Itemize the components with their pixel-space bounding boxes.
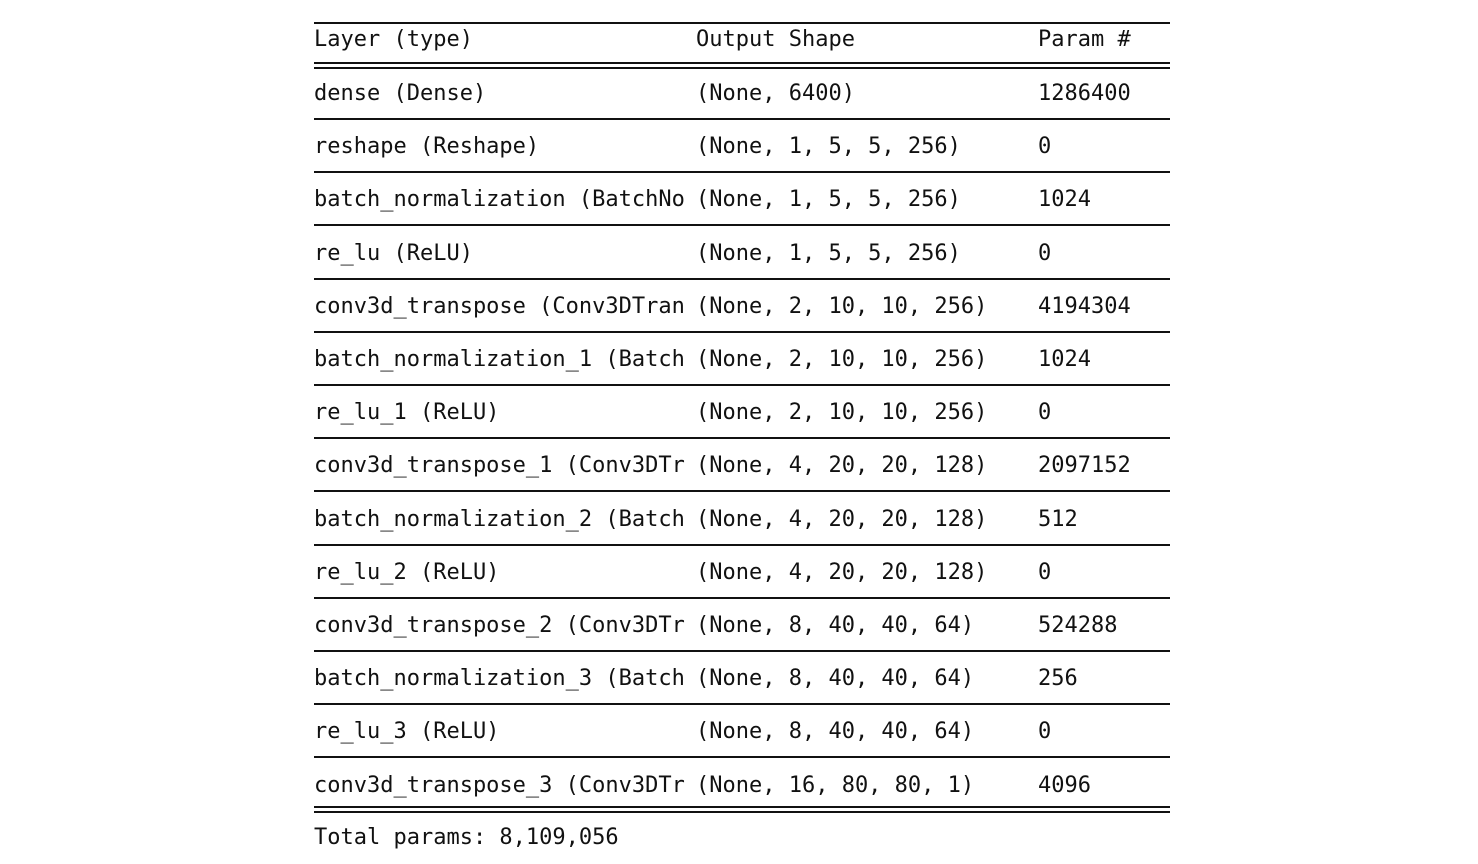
table-row	[314, 280, 1170, 333]
table-row	[314, 120, 1170, 173]
layer-name-cell: conv3d_transpose_2 (Conv3DTr	[314, 613, 685, 638]
output-shape-cell: (None, 2, 10, 10, 256)	[696, 400, 988, 426]
param-count-cell: 512	[1038, 506, 1078, 532]
table-row	[314, 67, 1170, 120]
param-count-cell: 0	[1038, 134, 1052, 160]
table-row	[314, 173, 1170, 226]
output-shape-cell: (None, 4, 20, 20, 128)	[696, 506, 988, 532]
output-shape-cell: (None, 1, 5, 5, 256)	[696, 240, 961, 266]
param-count-cell: 0	[1038, 559, 1052, 585]
table-row	[314, 759, 1170, 812]
param-count-cell: 2097152	[1038, 453, 1131, 479]
layer-name-cell: batch_normalization (BatchNo	[314, 187, 685, 213]
header-layer-type: Layer (type)	[314, 27, 473, 52]
layer-name-cell: batch_normalization_2 (Batch	[314, 506, 685, 532]
layer-name-cell: batch_normalization_3 (Batch	[314, 666, 685, 692]
layer-name-cell: re_lu_2 (ReLU)	[314, 559, 500, 585]
table-row	[314, 333, 1170, 386]
param-count-cell: 524288	[1038, 613, 1118, 638]
header-output-shape: Output Shape	[696, 27, 855, 52]
footer-double-rule	[314, 806, 1170, 813]
output-shape-cell: (None, 8, 40, 40, 64)	[696, 666, 975, 692]
output-shape-cell: (None, 1, 5, 5, 256)	[696, 134, 961, 160]
output-shape-cell: (None, 8, 40, 40, 64)	[696, 719, 975, 745]
layer-name-cell: re_lu (ReLU)	[314, 240, 473, 266]
param-count-cell: 0	[1038, 240, 1052, 266]
param-count-cell: 4194304	[1038, 293, 1131, 319]
table-row	[314, 439, 1170, 492]
table-row	[314, 599, 1170, 652]
param-count-cell: 1024	[1038, 187, 1091, 213]
param-count-cell: 0	[1038, 719, 1052, 745]
layer-name-cell: re_lu_1 (ReLU)	[314, 400, 500, 426]
output-shape-cell: (None, 2, 10, 10, 256)	[696, 347, 988, 372]
table-row	[314, 652, 1170, 705]
output-shape-cell: (None, 4, 20, 20, 128)	[696, 559, 988, 585]
layer-name-cell: dense (Dense)	[314, 81, 487, 106]
layer-name-cell: batch_normalization_1 (Batch	[314, 347, 685, 372]
layer-name-cell: conv3d_transpose (Conv3DTran	[314, 293, 685, 319]
param-count-cell: 256	[1038, 666, 1078, 692]
layer-name-cell: reshape (Reshape)	[314, 134, 540, 160]
param-count-cell: 4096	[1038, 772, 1091, 798]
layer-name-cell: conv3d_transpose_3 (Conv3DTr	[314, 772, 685, 798]
param-count-cell: 0	[1038, 400, 1052, 426]
table-row	[314, 386, 1170, 439]
output-shape-cell: (None, 16, 80, 80, 1)	[696, 772, 975, 798]
output-shape-cell: (None, 2, 10, 10, 256)	[696, 293, 988, 319]
table-row	[314, 705, 1170, 758]
table-row	[314, 546, 1170, 599]
output-shape-cell: (None, 1, 5, 5, 256)	[696, 187, 961, 213]
output-shape-cell: (None, 4, 20, 20, 128)	[696, 453, 988, 479]
param-count-cell: 1286400	[1038, 81, 1131, 106]
output-shape-cell: (None, 8, 40, 40, 64)	[696, 613, 975, 638]
total-params: Total params: 8,109,056	[314, 825, 619, 850]
output-shape-cell: (None, 6400)	[696, 81, 855, 106]
table-row	[314, 227, 1170, 280]
table-row	[314, 493, 1170, 546]
layer-name-cell: re_lu_3 (ReLU)	[314, 719, 500, 745]
header-param-count: Param #	[1038, 27, 1131, 52]
layer-name-cell: conv3d_transpose_1 (Conv3DTr	[314, 453, 685, 479]
param-count-cell: 1024	[1038, 347, 1091, 372]
